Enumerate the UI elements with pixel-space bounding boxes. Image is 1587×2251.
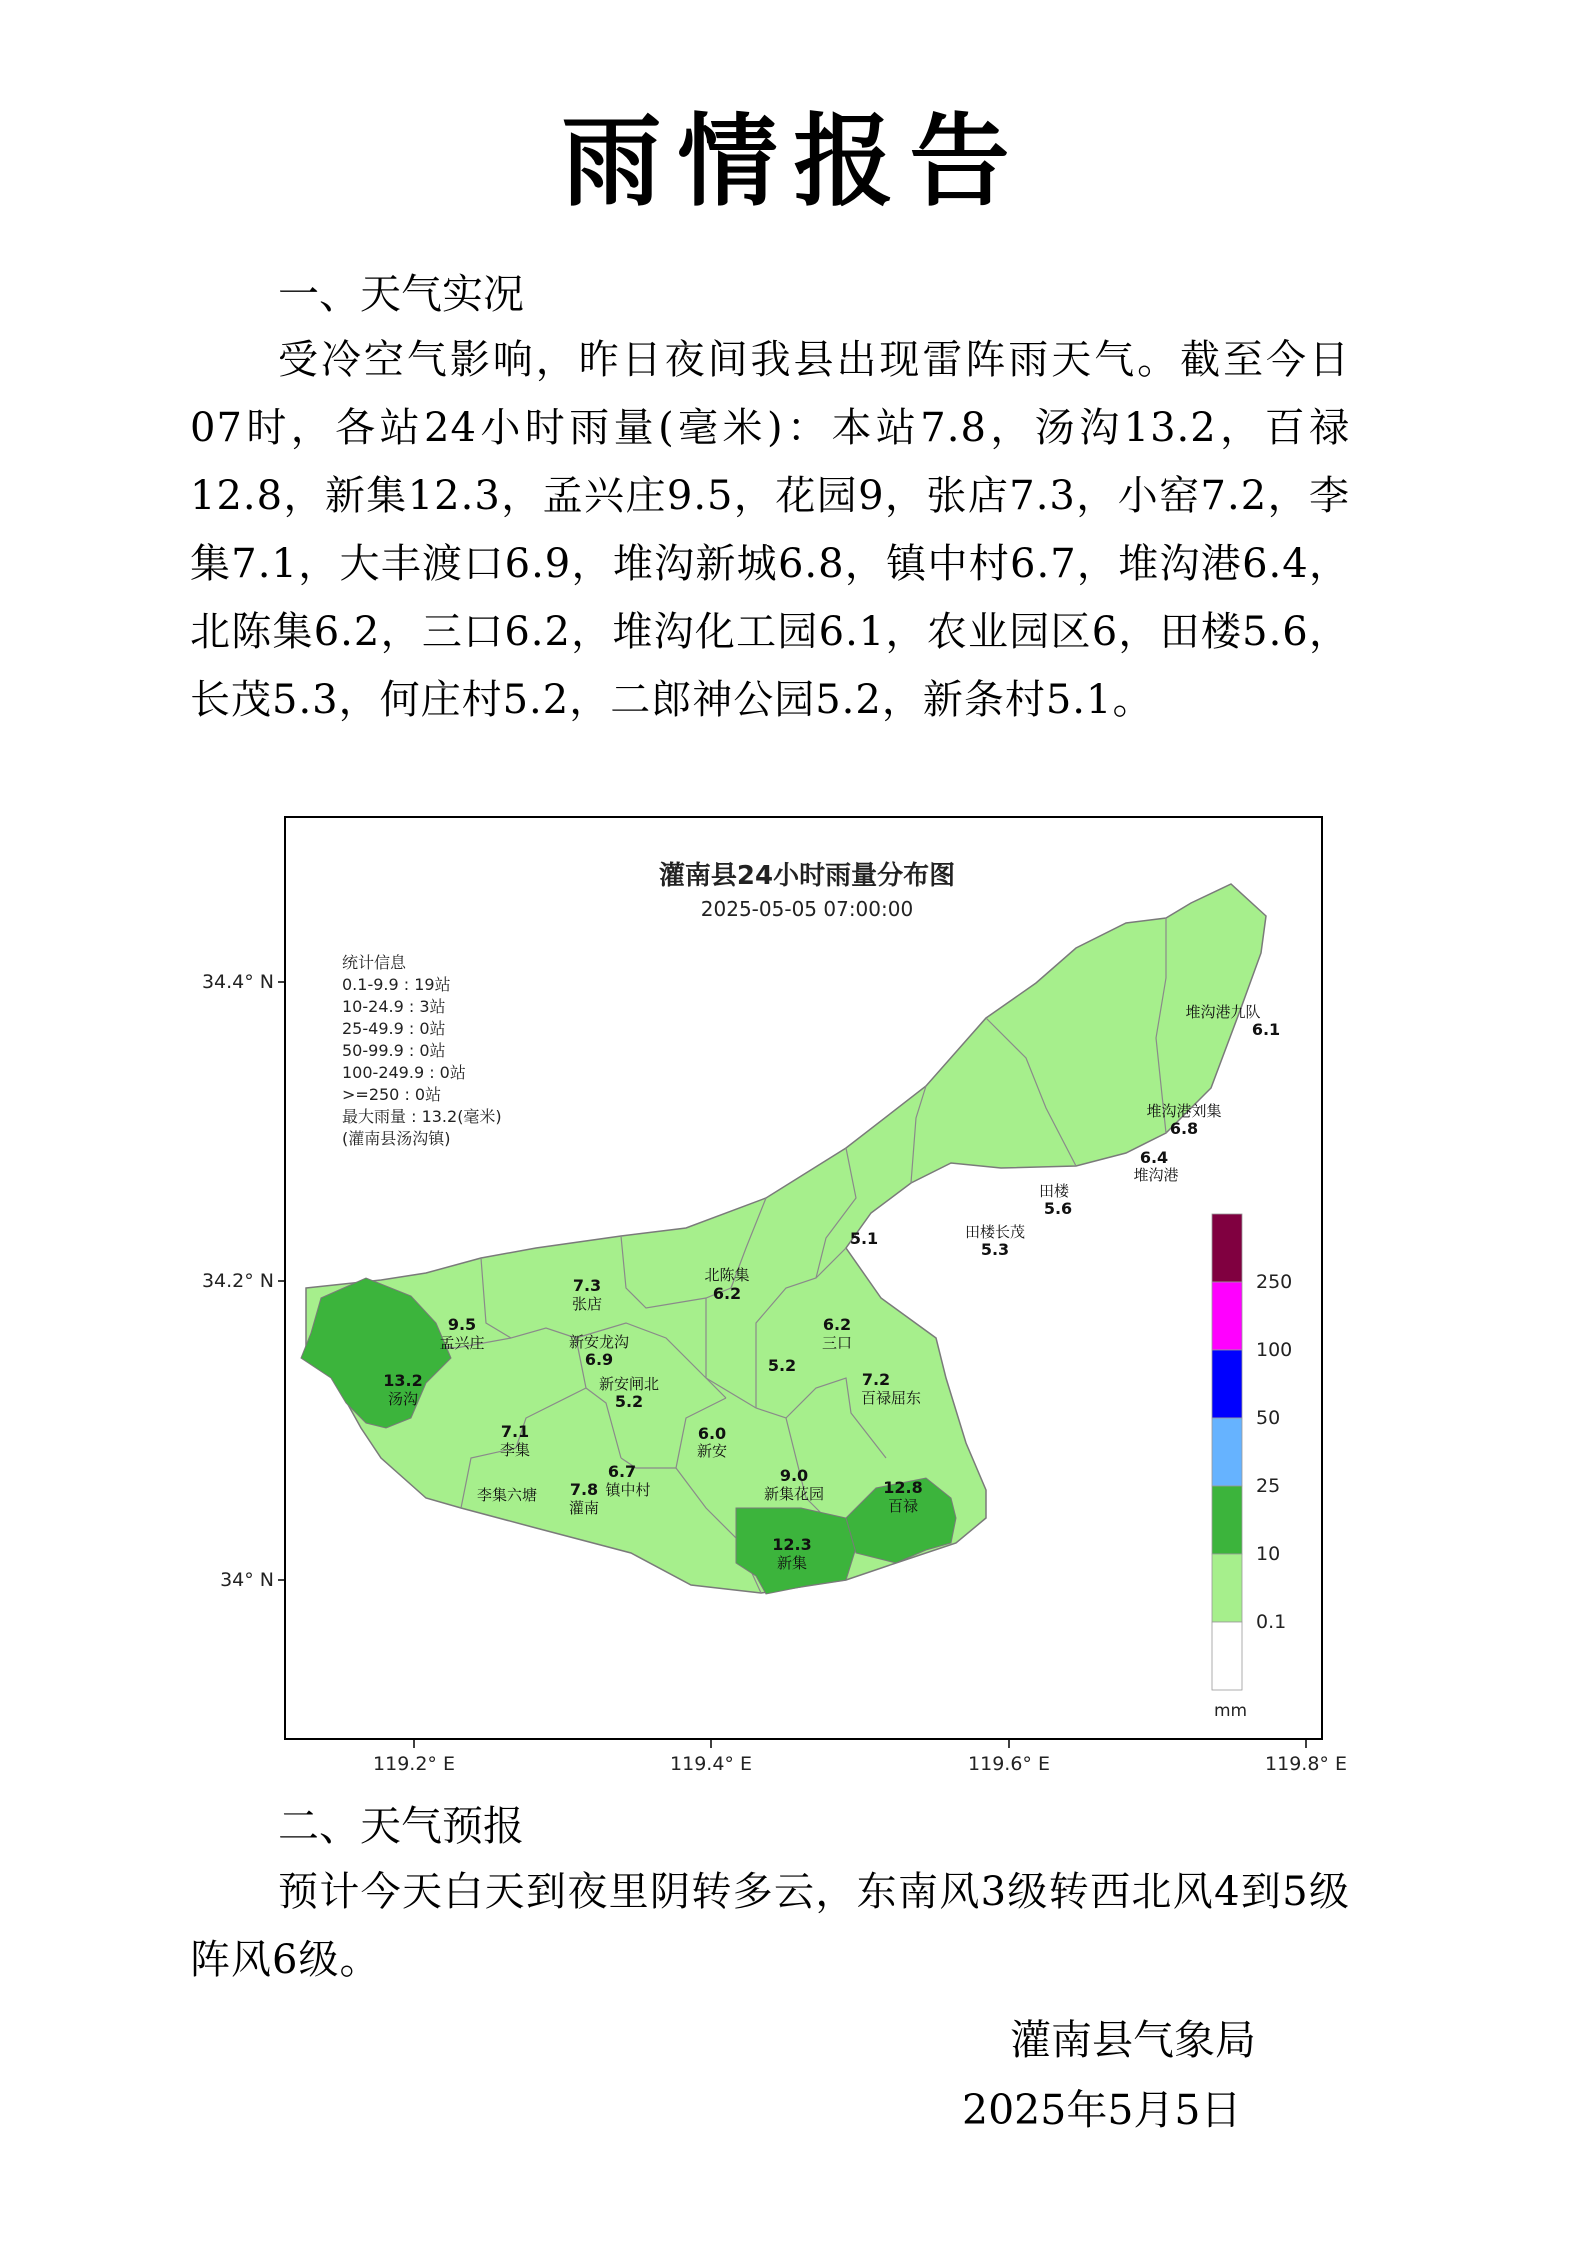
station-name: 百禄	[887, 1497, 919, 1515]
station-name: 灌南	[568, 1499, 600, 1517]
station-value: 12.8	[883, 1478, 923, 1497]
station-name: 三口	[821, 1334, 853, 1352]
stats-line: >=250 : 0站	[342, 1085, 442, 1104]
station-name: 张店	[571, 1295, 603, 1313]
station-value: 7.1	[500, 1422, 530, 1441]
station-value: 6.1	[1251, 1020, 1281, 1039]
station-name: 新集花园	[763, 1485, 825, 1503]
station-name: 李集	[499, 1441, 531, 1459]
station-value: 7.2	[861, 1370, 891, 1389]
station-name: 堆沟港刘集	[1146, 1102, 1222, 1120]
station-value: 6.2	[712, 1284, 742, 1303]
lat-label: 34° N	[220, 1569, 274, 1591]
station-value: 13.2	[383, 1371, 423, 1390]
legend-unit: mm	[1214, 1701, 1248, 1721]
station-value: 5.1	[849, 1229, 879, 1248]
station-name: 新安闸北	[598, 1375, 660, 1393]
legend-label: 10	[1256, 1543, 1281, 1565]
station-name: 田楼	[1038, 1182, 1070, 1200]
lon-label: 119.8° E	[1265, 1753, 1347, 1775]
station-name: 新安龙沟	[568, 1333, 630, 1351]
station-value: 6.9	[584, 1350, 614, 1369]
station-value: 5.2	[614, 1392, 644, 1411]
lon-label: 119.6° E	[968, 1753, 1050, 1775]
station-value: 9.5	[447, 1315, 477, 1334]
station-value: 6.8	[1169, 1119, 1199, 1138]
station-value: 6.0	[697, 1424, 727, 1443]
lat-label: 34.2° N	[201, 1270, 274, 1292]
station-name: 汤沟	[387, 1390, 419, 1408]
station-name: 田楼长茂	[964, 1223, 1026, 1241]
station-value: 5.2	[767, 1356, 797, 1375]
station-value: 5.3	[980, 1240, 1010, 1259]
legend-label: 50	[1256, 1407, 1281, 1429]
lon-label: 119.4° E	[670, 1753, 752, 1775]
station-name: 新安	[696, 1442, 728, 1460]
legend-label: 100	[1256, 1339, 1293, 1361]
station-name: 镇中村	[605, 1481, 651, 1499]
station-value: 7.8	[569, 1480, 599, 1499]
station-value: 12.3	[772, 1535, 812, 1554]
legend-label: 250	[1256, 1271, 1293, 1293]
map-time: 2025-05-05 07:00:00	[700, 897, 914, 921]
section2-heading: 二、天气预报	[278, 1802, 524, 1850]
section1-heading: 一、天气实况	[278, 270, 524, 318]
stats-line: 统计信息	[342, 953, 407, 972]
station-name: 新集	[776, 1554, 808, 1572]
section2-paragraph: 预计今天白天到夜里阴转多云，东南风3级转西北风4到5级阵风6级。	[190, 1869, 1350, 1983]
stats-line: 最大雨量 : 13.2(毫米)	[342, 1107, 502, 1126]
stats-line: 50-99.9 : 0站	[342, 1041, 446, 1060]
lon-label: 119.2° E	[373, 1753, 455, 1775]
section1-paragraph: 受冷空气影响，昨日夜间我县出现雷阵雨天气。截至今日07时，各站24小时雨量(毫米)：本站7.8，汤沟13.2，百禄12.8，新集12.3，孟兴庄9.5，花园9，张店7.3，小窑7.2，李集7.1，大丰渡口6.9，堆沟新城6.8，镇中村6.7，堆沟港6.4，北陈集6.2，三口6.2，堆沟化工园6.1，农业园区6，田楼5.6，长茂5.3，何庄村5.2，二郎神公园5.2，新条村5.1。	[190, 337, 1350, 723]
stats-line: 25-49.9 : 0站	[342, 1019, 446, 1038]
stats-line: 0.1-9.9 : 19站	[342, 975, 451, 994]
station-value: 5.6	[1043, 1199, 1073, 1218]
station-value: 6.2	[822, 1315, 852, 1334]
station-name: 堆沟港九队	[1185, 1003, 1261, 1021]
stats-line: 100-249.9 : 0站	[342, 1063, 466, 1082]
legend-label: 25	[1256, 1475, 1281, 1497]
legend-label: 0.1	[1256, 1611, 1287, 1633]
lat-label: 34.4° N	[201, 971, 274, 993]
stats-line: 10-24.9 : 3站	[342, 997, 446, 1016]
station-value: 7.3	[572, 1276, 602, 1295]
station-name: 李集六塘	[476, 1486, 538, 1504]
map-title: 灌南县24小时雨量分布图	[658, 861, 956, 891]
signature-date: 2025年5月5日	[962, 2086, 1242, 2134]
station-name: 孟兴庄	[439, 1334, 485, 1352]
station-name: 堆沟港	[1133, 1166, 1179, 1184]
stats-line: (灌南县汤沟镇)	[342, 1129, 451, 1148]
page-title: 雨情报告	[561, 103, 1026, 220]
station-value: 6.7	[607, 1462, 637, 1481]
station-name: 北陈集	[704, 1266, 750, 1284]
station-value: 6.4	[1139, 1148, 1169, 1167]
station-value: 9.0	[779, 1466, 809, 1485]
station-name: 百禄屈东	[860, 1389, 922, 1407]
signature-org: 灌南县气象局	[1010, 2016, 1256, 2064]
